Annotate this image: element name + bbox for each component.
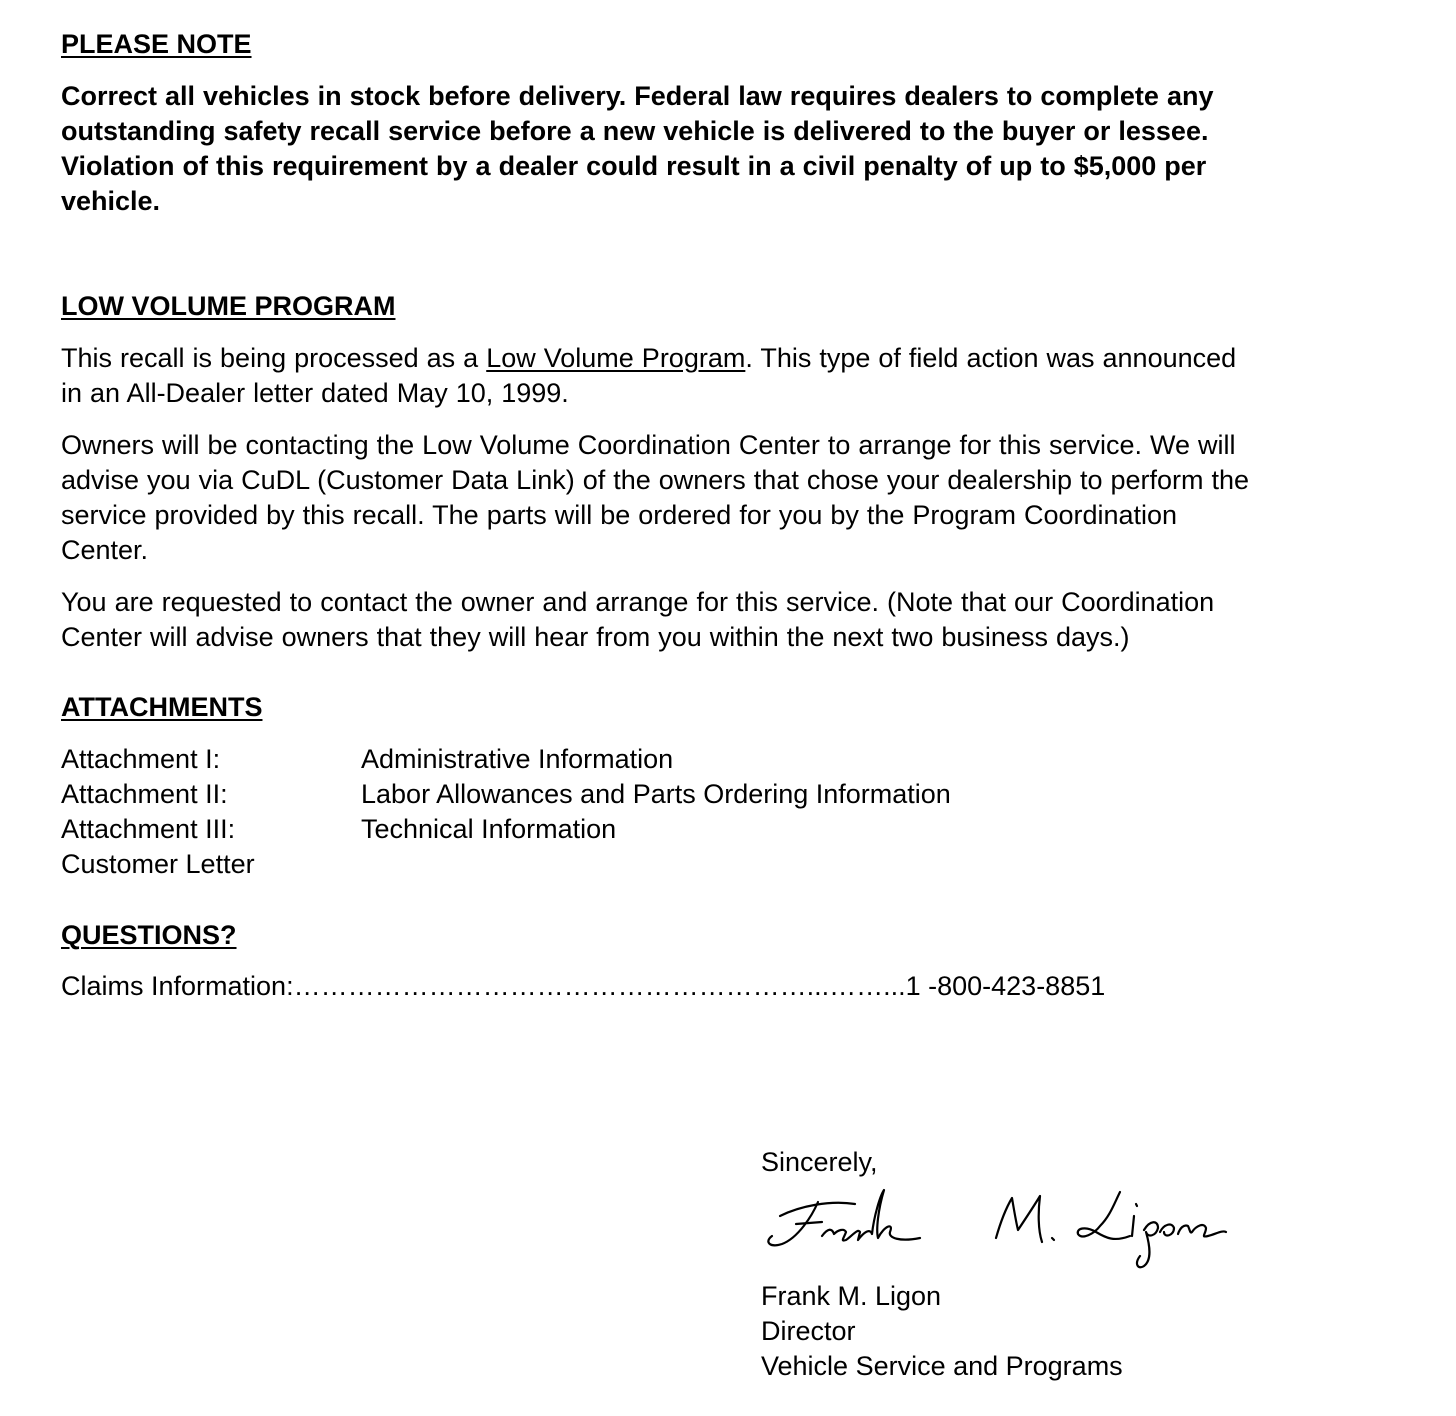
paragraph-line: Owners will be contacting the Low Volume Coordination Center to arrange for this service. We will (61, 430, 1236, 460)
attachment-desc: Labor Allowances and Parts Ordering Information (361, 779, 951, 809)
please-note-line: outstanding safety recall service before a new vehicle is delivered to the buyer or lessee. (61, 116, 1209, 146)
low-volume-program-term: Low Volume Program (486, 343, 746, 373)
questions-heading: QUESTIONS? (61, 920, 237, 950)
signer-name: Frank M. Ligon (761, 1281, 942, 1311)
please-note-heading: PLEASE NOTE (61, 29, 252, 59)
attachment-label: Attachment III: (61, 814, 236, 844)
p1-suffix: . This type of field action was announced (745, 343, 1237, 373)
please-note-line: Correct all vehicles in stock before delivery. Federal law requires dealers to complete any (61, 81, 1214, 111)
attachments-heading: ATTACHMENTS (61, 692, 263, 722)
attachment-label: Attachment I: (61, 744, 221, 774)
claims-phone: 1 -800-423-8851 (905, 971, 1106, 1001)
low-volume-paragraph-1 (61, 341, 1421, 411)
signer-title: Director (761, 1316, 856, 1346)
claims-leader-dots: …………………………………………………...……... (293, 971, 906, 1001)
attachment-label: Attachment II: (61, 779, 228, 809)
paragraph-line: advise you via CuDL (Customer Data Link) of the owners that chose your dealership to perform the (61, 465, 1250, 495)
attachment-desc: Administrative Information (361, 744, 674, 774)
paragraph-line (61, 341, 1421, 376)
paragraph-line: Center will advise owners that they will hear from you within the next two business days.) (61, 622, 1130, 652)
paragraph-line: Center. (61, 535, 149, 565)
claims-label: Claims Information: (61, 971, 294, 1001)
attachment-desc: Technical Information (361, 814, 617, 844)
low-volume-paragraph-3 (61, 585, 1421, 655)
please-note-line: vehicle. (61, 186, 161, 216)
salutation: Sincerely, (761, 1147, 878, 1177)
low-volume-paragraph-2 (61, 428, 1421, 568)
handwritten-signature (760, 1186, 1230, 1276)
paragraph-line: You are requested to contact the owner and arrange for this service. (Note that our Coordination (61, 587, 1215, 617)
please-note-line: Violation of this requirement by a dealer could result in a civil penalty of up to $5,000 per (61, 151, 1207, 181)
p1-prefix: This recall is being processed as a (61, 343, 487, 373)
attachment-label: Customer Letter (61, 849, 255, 879)
signer-department: Vehicle Service and Programs (761, 1351, 1123, 1381)
paragraph-line: service provided by this recall. The parts will be ordered for you by the Program Coordination (61, 500, 1178, 530)
low-volume-heading: LOW VOLUME PROGRAM (61, 291, 396, 321)
please-note-body (61, 79, 1391, 219)
claims-info-line (61, 969, 1105, 1004)
paragraph-line: in an All-Dealer letter dated May 10, 1999. (61, 378, 569, 408)
